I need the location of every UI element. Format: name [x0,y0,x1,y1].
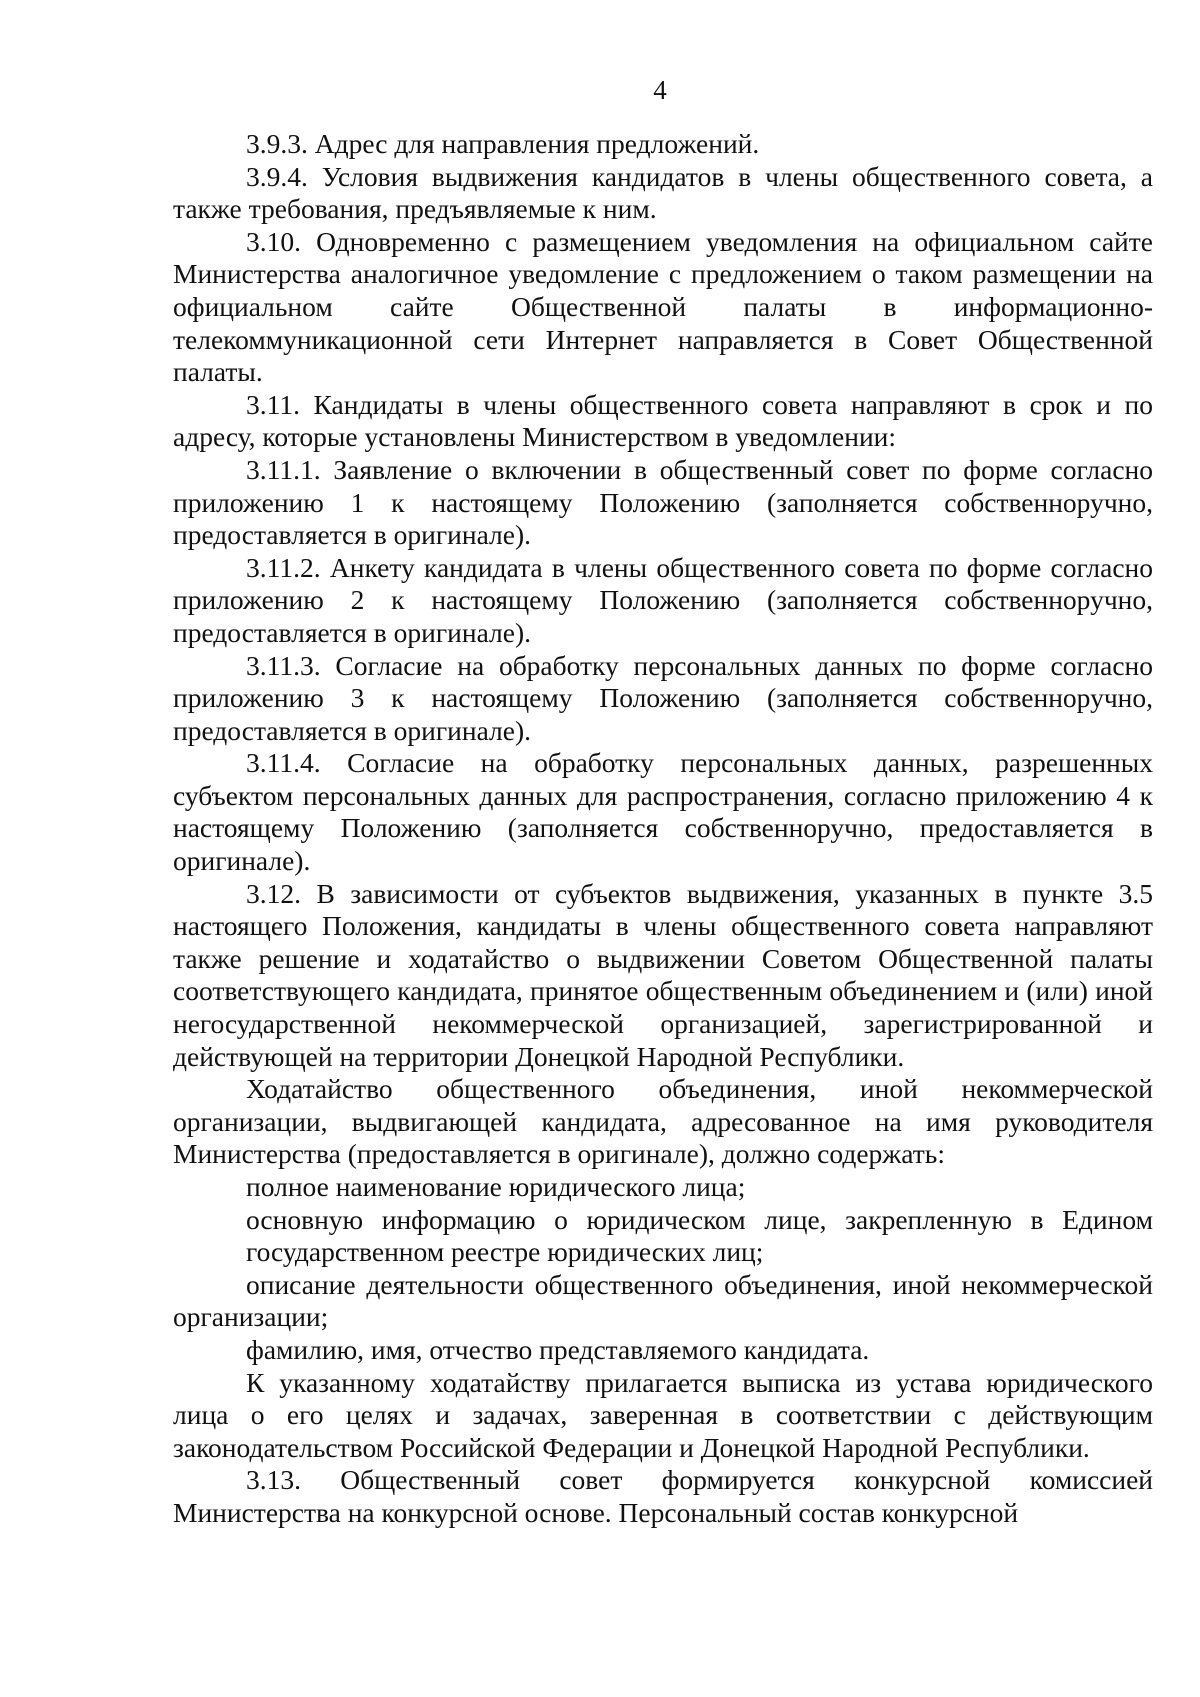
paragraph-3-11-1: 3.11.1. Заявление о включении в общественный совет по форме согласно приложению 1 к настоящему Положению (заполняется собственноручно, предоставляется в оригинале). [173,453,1153,551]
list-item-basic-info: основную информацию о юридическом лице, закрепленную в Едином государственном реестре юридических лиц; [246,1203,1153,1268]
list-item-full-name: полное наименование юридического лица; [246,1171,746,1202]
paragraph-petition-contents: Ходатайство общественного объединения, иной некоммерческой организации, выдвигающей кандидата, адресованное на имя руководителя Министерства (предоставляется в оригинале), должно содержать: [173,1073,1153,1170]
paragraph-3-10: 3.10. Одновременно с размещением уведомления на официальном сайте Министерства аналогичное уведомление с предложением о таком размещении на официальном сайте Общественной палаты в информационно-телекоммуникационной сети Интернет направляется в Совет Общественной палаты. [173,225,1153,388]
paragraph-3-9-4: 3.9.4. Условия выдвижения кандидатов в члены общественного совета, а также требования, предъявляемые к ним. [173,160,1153,225]
list-item-activity-description: описание деятельности общественного объединения, иной некоммерческой организации; [173,1268,1153,1333]
paragraph-3-13: 3.13. Общественный совет формируется конкурсной комиссией Министерства на конкурсной основе. Персональный состав конкурсной [173,1464,1153,1528]
page-number: 4 [653,75,667,105]
paragraph-3-11-2: 3.11.2. Анкету кандидата в члены общественного совета по форме согласно приложению 2 к настоящему Положению (заполняется собственноручно, предоставляется в оригинале). [173,551,1153,648]
document-body [173,128,1153,1530]
paragraph-charter-extract: К указанному ходатайству прилагается выписка из устава юридического лица о его целях и задачах, заверенная в соответствии с действующим законодательством Российской Федерации и Донецкой Народной Республики. [173,1366,1153,1463]
paragraph-3-11-3: 3.11.3. Согласие на обработку персональных данных по форме согласно приложению 3 к настоящему Положению (заполняется собственноручно, предоставляется в оригинале). [173,649,1153,746]
list-item-candidate-name: фамилию, имя, отчество представляемого кандидата. [246,1333,870,1365]
paragraph-3-11: 3.11. Кандидаты в члены общественного совета направляют в срок и по адресу, которые установлены Министерством в уведомлении: [173,388,1153,453]
paragraph-3-12: 3.12. В зависимости от субъектов выдвижения, указанных в пункте 3.5 настоящего Положения, кандидаты в члены общественного совета направляют также решение и ходатайство о выдвижении Советом Общественной палаты соответствующего кандидата, принятое общественным объединением и (или) иной негосударственной некоммерческой организацией, зарегистрированной и действующей на территории Донецкой Народной Республики. [173,877,1153,1072]
paragraph-3-9-3: 3.9.3. Адрес для направления предложений. [246,128,760,159]
paragraph-3-11-4: 3.11.4. Согласие на обработку персональных данных, разрешенных субъектом персональных данных для распространения, согласно приложению 4 к настоящему Положению (заполняется собственноручно, предоставляется в оригинале). [173,747,1153,877]
